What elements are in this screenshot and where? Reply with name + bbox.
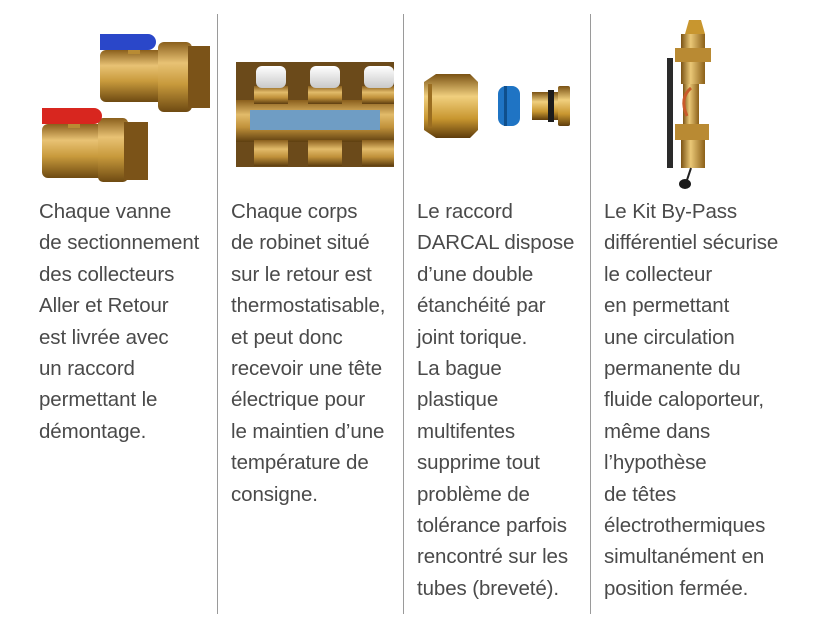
text-line: supprime tout: [417, 451, 540, 475]
text-line: Chaque vanne: [39, 200, 172, 223]
text-line: température de: [231, 451, 369, 475]
bypass-kit-photo-icon: [661, 18, 721, 194]
text-line: Le raccord: [417, 200, 513, 223]
text-line: position fermée.: [604, 576, 749, 600]
text-line: multifentes: [417, 419, 516, 443]
text-line: électrothermiques: [604, 514, 766, 538]
text-line: l’hypothèse: [604, 451, 707, 475]
column-fitting: [404, 0, 590, 637]
text-line: de têtes: [604, 482, 677, 506]
text-line: étanchéité par: [417, 294, 546, 318]
ball-valves-photo-icon: [38, 28, 210, 183]
text-line: électrique pour: [231, 388, 366, 412]
text-line: DARCAL dispose: [417, 231, 575, 255]
text-line: le maintien d’une: [231, 419, 385, 443]
text-line: joint torique.: [417, 325, 528, 349]
manifold-photo-icon: [236, 62, 394, 167]
text-line: problème de: [417, 482, 530, 506]
column-manifold: [218, 0, 403, 637]
text-line: une circulation: [604, 325, 735, 349]
text-line: de sectionnement: [39, 231, 200, 255]
column-3-text: [417, 196, 574, 604]
text-line: fluide caloporteur,: [604, 388, 764, 412]
text-line: Chaque corps: [231, 200, 358, 223]
text-line: démontage.: [39, 419, 147, 443]
text-line: est livrée avec: [39, 325, 169, 349]
column-ball-valves: [0, 0, 217, 637]
text-line: même dans: [604, 419, 711, 443]
text-line: des collecteurs: [39, 262, 175, 286]
text-line: tolérance parfois: [417, 514, 567, 538]
text-line: le collecteur: [604, 262, 713, 286]
column-4-text: [604, 196, 778, 604]
text-line: différentiel sécurise: [604, 231, 779, 255]
text-line: consigne.: [231, 482, 318, 506]
text-line: La bague: [417, 357, 502, 381]
text-line: Le Kit By-Pass: [604, 200, 738, 223]
text-line: d’une double: [417, 262, 534, 286]
text-line: tubes (breveté).: [417, 576, 559, 600]
text-line: recevoir une tête: [231, 357, 382, 381]
text-line: Aller et Retour: [39, 294, 169, 318]
text-line: plastique: [417, 388, 499, 412]
text-line: permanente du: [604, 357, 741, 381]
compression-fitting-photo-icon: [420, 72, 580, 140]
text-line: sur le retour est: [231, 262, 372, 286]
text-line: un raccord: [39, 357, 135, 381]
text-line: de robinet situé: [231, 231, 370, 255]
column-1-text: [39, 196, 199, 447]
text-line: en permettant: [604, 294, 730, 318]
text-line: thermostatisable,: [231, 294, 386, 318]
text-line: et peut donc: [231, 325, 343, 349]
text-line: simultanément en: [604, 545, 765, 569]
text-line: permettant le: [39, 388, 158, 412]
column-2-text: [231, 196, 385, 510]
column-bypass-kit: [591, 0, 822, 637]
text-line: rencontré sur les: [417, 545, 568, 569]
